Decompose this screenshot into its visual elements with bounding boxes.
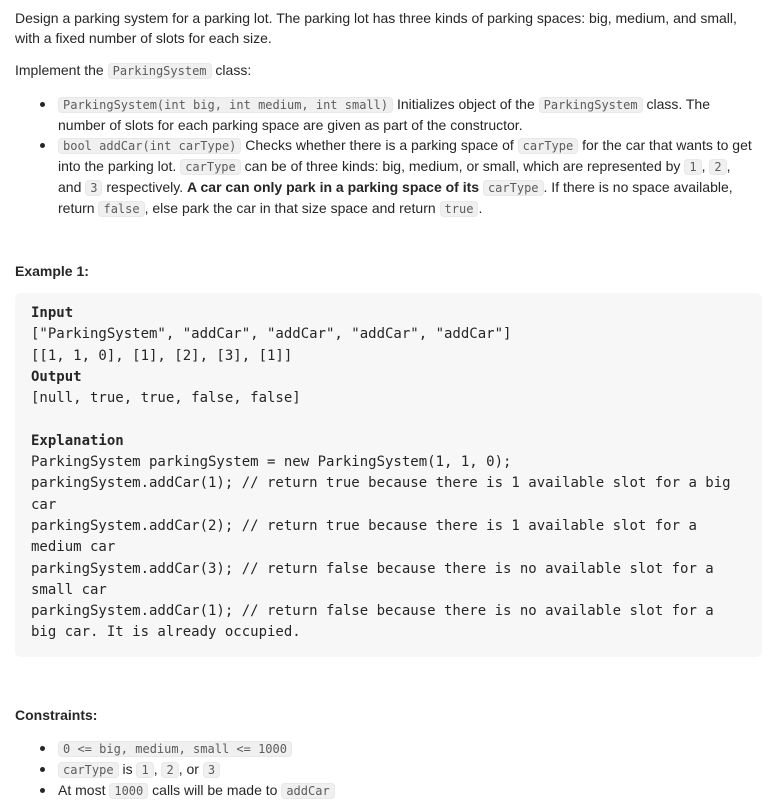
explanation-line: parkingSystem.addCar(3); // return false because there is no available slot for a small car [31,560,723,598]
explanation-line: parkingSystem.addCar(1); // return false because there is no available slot for a big car. It is already occupied. [31,603,723,641]
inline-code: true [440,201,479,217]
item-text: At most [58,782,110,798]
inline-code: carType [483,180,544,196]
inline-code: false [98,201,144,217]
inline-code: addCar [281,783,334,799]
list-item-constructor [15,94,756,135]
item-text: , [701,158,710,174]
item-text: Checks whether there is a parking space of [241,137,518,153]
implement-text-end: class: [211,62,252,78]
inline-code: 3 [203,762,220,778]
example-heading: Example 1: [15,263,89,279]
inline-code: 3 [85,180,102,196]
item-text: , or [178,761,203,777]
item-text: respectively. [102,179,188,195]
inline-code: 0 <= big, medium, small <= 1000 [58,741,292,757]
item-text: can be of three kinds: big, medium, or small, which are represented by [240,158,685,174]
item-text: for the car that wants to get into the parking lot. [58,137,752,174]
item-text: , [153,761,162,777]
input-label: Input [31,305,74,321]
item-text: calls will be made to [148,782,282,798]
inline-code: carType [518,138,579,154]
example-code-block [15,293,762,657]
constraint-item [15,780,758,801]
list-item-addcar [15,135,756,219]
bold-text: A car can only park in a parking space of its [187,179,483,195]
constraints-heading: Constraints: [15,707,98,723]
output-label: Output [31,368,82,385]
constraints-list [15,738,758,801]
class-name-code: ParkingSystem [108,63,212,79]
inline-code: 1 [136,762,153,778]
constraint-item [15,759,758,780]
item-text: . If there is no space available, return [58,179,733,216]
addcar-signature-code: bool addCar(int carType) [58,138,241,154]
item-text: is [118,761,137,777]
implement-text: Implement the [15,62,108,78]
item-text: , else park the car in that size space and return [144,200,440,216]
method-list [15,94,756,219]
item-text: Initializes object of the [393,96,539,112]
inline-code: 2 [709,159,726,175]
item-text: , and [58,158,731,195]
inline-code: ParkingSystem [539,97,643,113]
explanation-label: Explanation [31,432,124,449]
input-line: [[1, 1, 0], [1], [2], [3], [1]] [31,347,293,364]
explanation-line: parkingSystem.addCar(2); // return true because there is 1 available slot for a medium car [31,517,706,556]
implement-paragraph [15,60,758,81]
constructor-signature-code: ParkingSystem(int big, int medium, int small) [58,97,393,113]
input-line: ["ParkingSystem", "addCar", "addCar", "addCar", "addCar"] [31,326,512,343]
item-text: . [478,200,483,216]
output-line: [null, true, true, false, false] [31,390,301,407]
explanation-line: parkingSystem.addCar(1); // return true because there is 1 available slot for a big car [31,475,740,513]
inline-code: carType [58,762,119,778]
inline-code: carType [180,159,241,175]
inline-code: 1000 [109,783,148,799]
explanation-line: ParkingSystem parkingSystem = new ParkingSystem(1, 1, 0); [31,454,512,471]
intro-paragraph: Design a parking system for a parking lot. The parking lot has three kinds of parking spaces: big, medium, and small, with a fixed number of slots for each size. [15,10,737,46]
inline-code: 2 [161,762,178,778]
inline-code: 1 [684,159,701,175]
constraint-item [15,738,758,759]
item-text: class. The number of slots for each parking space are given as part of the constructor. [58,96,710,133]
blank-line [31,409,746,430]
